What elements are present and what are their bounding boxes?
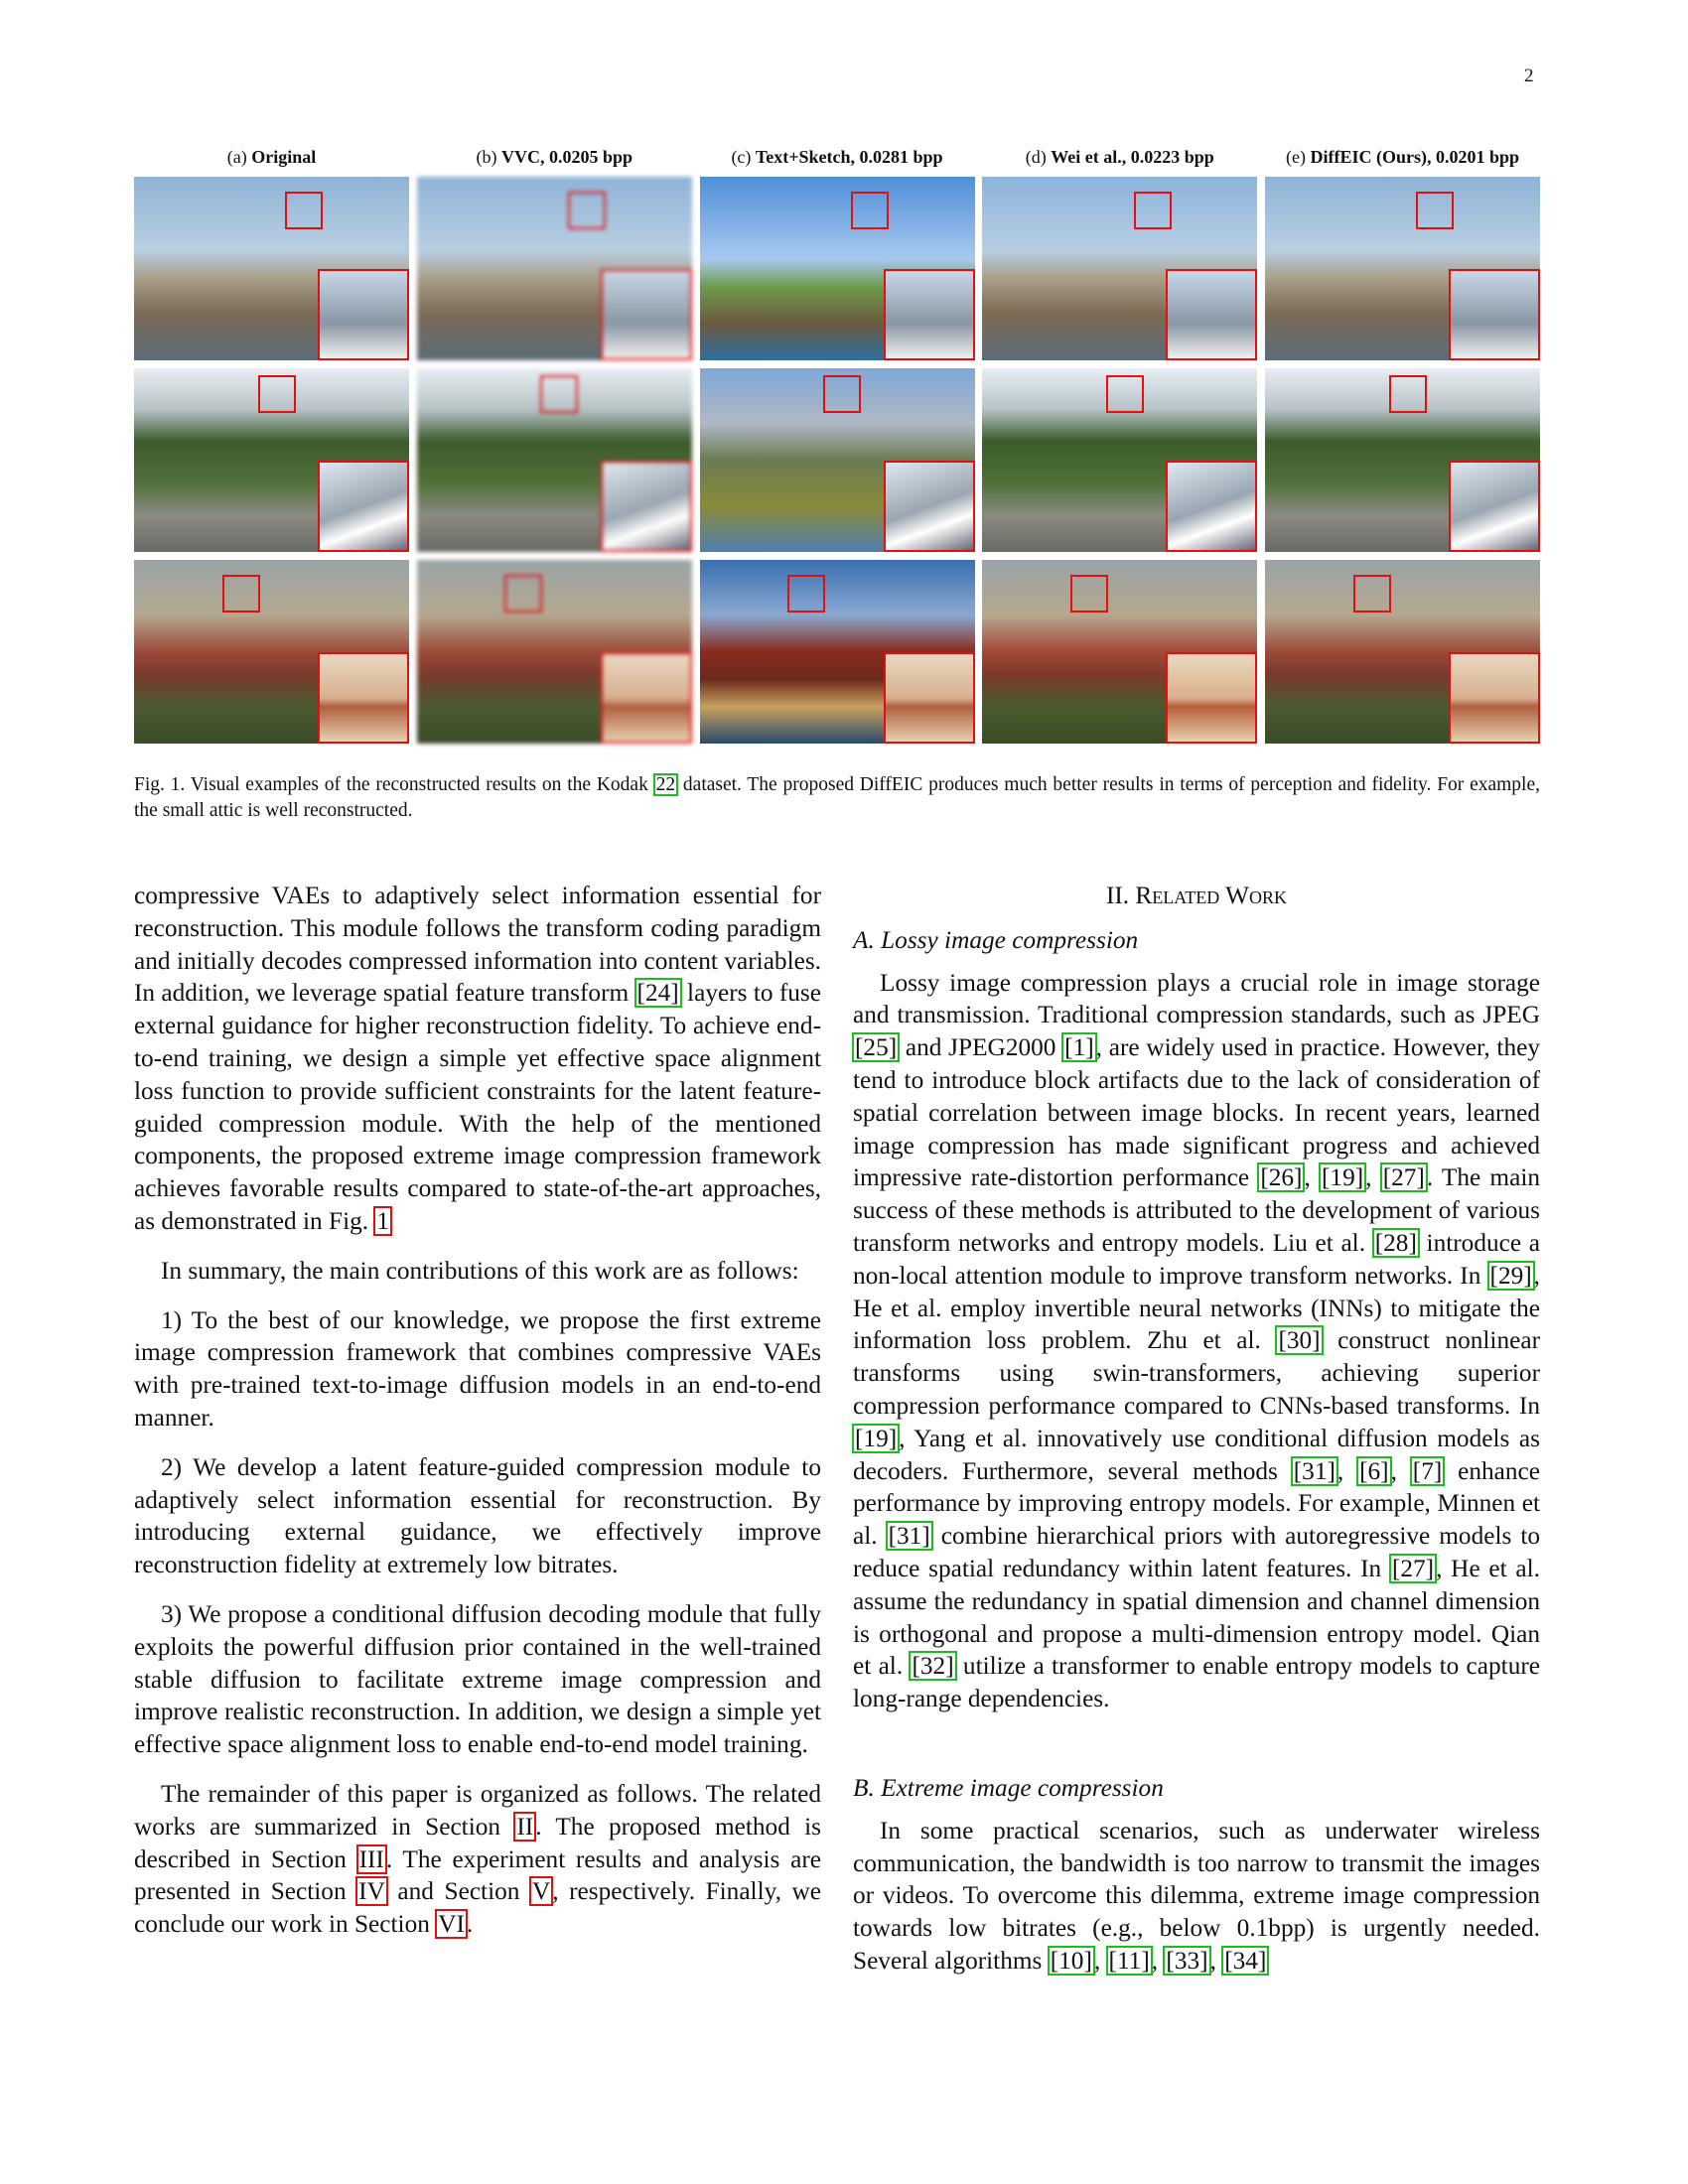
paragraph (134, 1304, 821, 1434)
text-run: combine hierarchical priors with autoregressive models to reduce spatial redundancy within latent features. In (853, 1522, 1540, 1582)
text-run: In some practical scenarios, such as underwater wireless communication, the bandwidth is too narrow to transmit the images or videos. To overcome this dilemma, extreme image compression towards low bitrates (e.g., below 0.1bpp) is urgently needed. Several algorithms (853, 1816, 1540, 1975)
reconstructed-image-red-barn (982, 560, 1257, 744)
subfigure-letter: (e) (1285, 147, 1311, 167)
text-run: introduce a non-local attention module to improve transform networks. In (853, 1228, 1540, 1290)
reconstructed-image-lighthouse (700, 177, 975, 360)
cross-reference-link[interactable]: V (531, 1877, 551, 1906)
figure-column-headers (134, 147, 1540, 177)
citation-link[interactable]: [28] (1374, 1228, 1417, 1257)
subfigure-letter: (c) (731, 147, 756, 167)
text-run: Lossy image compression plays a crucial role in image storage and transmission. Traditional compression standards, such as JPEG (853, 968, 1540, 1029)
citation-link[interactable]: [1] (1064, 1033, 1094, 1062)
reconstructed-image-lighthouse (1265, 177, 1540, 360)
citation-link[interactable]: [27] (1391, 1554, 1435, 1582)
citation-link[interactable]: [7] (1412, 1456, 1443, 1485)
reconstructed-image-red-barn (700, 560, 975, 744)
reconstructed-image-mountain-river (417, 368, 692, 552)
citation-link[interactable]: [25] (855, 1033, 898, 1062)
text-run: layers to fuse external guidance for higher reconstruction fidelity. To achieve end-to-end training, we design a simple yet effective space alignment loss function to provide sufficient constraints for the latent feature-guided compression module. With the help of the mentioned components, the proposed extreme image compression framework achieves favorable results compared to state-of-the-art approaches, as demonstrated in Fig. (134, 979, 821, 1235)
column-header (417, 147, 692, 177)
reconstructed-image-red-barn (134, 560, 409, 744)
zoom-region-box (1134, 192, 1172, 229)
text-run: , (1390, 1456, 1411, 1485)
text-run: , are widely used in practice. However, they tend to introduce block artifacts due to the lack of consideration of spatial correlation between image blocks. In recent years, learned image compression has made significant progress and achieved impressive rate-distortion performance (853, 1033, 1540, 1192)
paragraph (134, 880, 821, 1238)
figure-image-grid (134, 177, 1540, 744)
figure-1 (134, 147, 1540, 744)
zoom-region-box (504, 575, 542, 613)
text-run: , Yang et al. innovatively use conditional diffusion models as decoders. Furthermore, several methods (853, 1424, 1540, 1485)
zoom-region-box (285, 192, 323, 229)
citation-link[interactable]: [11] (1108, 1946, 1150, 1975)
zoomed-inset (1449, 269, 1540, 360)
reconstructed-image-lighthouse (134, 177, 409, 360)
zoom-region-box (1416, 192, 1454, 229)
text-run: , respectively. Finally, we conclude our work in Section (134, 1877, 821, 1939)
subsection-b-title: B. Extreme image compression (853, 1773, 1164, 1802)
text-run: . The experiment results and analysis are presented in Section (134, 1844, 821, 1906)
cross-reference-link[interactable]: IV (358, 1877, 385, 1906)
text-run: enhance performance by improving entropy models. For example, Minnen et al. (853, 1456, 1540, 1551)
method-label: VVC, 0.0205 bpp (500, 147, 633, 167)
zoom-region-box (568, 192, 606, 229)
cross-reference-link[interactable]: VI (438, 1910, 465, 1939)
zoomed-inset (601, 461, 692, 552)
column-header (700, 147, 975, 177)
text-run: compressive VAEs to adaptively select information essential for reconstruction. This module follows the transform coding paradigm and initially decodes compressed information into content variables. In addition, we leverage spatial feature transform (134, 882, 821, 1008)
text-run: , He et al. assume the redundancy in spatial dimension and channel dimension is orthogonal and propose a multi-dimension entropy model. Qian et al. (853, 1554, 1541, 1681)
method-label: Text+Sketch, 0.0281 bpp (755, 147, 943, 167)
text-run: and JPEG2000 (899, 1033, 1063, 1062)
zoomed-inset (1166, 652, 1257, 744)
zoomed-inset (884, 269, 975, 360)
citation-link[interactable]: [32] (912, 1652, 954, 1681)
text-run: and Section (386, 1877, 530, 1906)
citation-link[interactable]: [33] (1166, 1946, 1208, 1975)
reconstructed-image-mountain-river (134, 368, 409, 552)
zoomed-inset (318, 269, 409, 360)
text-run: 2) We develop a latent feature-guided compression module to adaptively select information essential for reconstruction. By introducing external guidance, we effectively improve reconstruction fidelity at extremely low bitrates. (134, 1452, 821, 1579)
text-run: dataset. The proposed DiffEIC produces much better results in terms of perception and fidelity. For example, the small attic is well reconstructed. (134, 774, 1541, 821)
text-run: 3) We propose a conditional diffusion decoding module that fully exploits the powerful diffusion prior contained in the well-trained stable diffusion to facilitate extreme image compression and improve realistic reconstruction. In addition, we design a simple yet effective space alignment loss to enable end-to-end model training. (134, 1599, 821, 1759)
zoomed-inset (601, 269, 692, 360)
paragraph (134, 1451, 821, 1581)
zoom-region-box (540, 375, 578, 413)
zoomed-inset (1166, 269, 1257, 360)
zoom-region-box (1353, 575, 1391, 613)
citation-link[interactable]: [31] (1293, 1456, 1336, 1485)
zoomed-inset (318, 652, 409, 744)
paragraph (134, 1598, 821, 1761)
subfigure-letter: (b) (476, 147, 501, 167)
column-header (134, 147, 409, 177)
section-title: II. Related Work (1105, 882, 1288, 909)
zoom-region-box (222, 575, 260, 613)
zoomed-inset (601, 652, 692, 744)
subfigure-letter: (d) (1025, 147, 1052, 167)
text-run: , (1093, 1946, 1107, 1975)
paragraph (134, 1778, 821, 1941)
citation-link[interactable]: 22 (655, 774, 676, 795)
zoomed-inset (1449, 652, 1540, 744)
citation-link[interactable]: [19] (1322, 1163, 1364, 1192)
zoom-region-box (1070, 575, 1108, 613)
citation-link[interactable]: [34] (1224, 1946, 1267, 1975)
paragraph (853, 1815, 1540, 1978)
zoomed-inset (884, 652, 975, 744)
method-label: Original (251, 147, 317, 167)
text-run: , (1365, 1163, 1381, 1192)
figure-caption (134, 772, 1540, 824)
citation-link[interactable]: [30] (1278, 1326, 1321, 1355)
text-run: . The main success of these methods is attributed to the development of various transform networks and entropy models. Liu et al. (853, 1163, 1541, 1257)
text-run: , (1304, 1163, 1320, 1192)
zoomed-inset (318, 461, 409, 552)
method-label: Wei et al., 0.0223 bpp (1051, 147, 1214, 167)
reconstructed-image-lighthouse (417, 177, 692, 360)
text-run: , (1336, 1456, 1358, 1485)
text-run: , (1209, 1946, 1223, 1975)
zoomed-inset (1166, 461, 1257, 552)
zoomed-inset (884, 461, 975, 552)
text-run: 1) To the best of our knowledge, we propose the first extreme image compression framework that combines compressive VAEs with pre-trained text-to-image diffusion models in an end-to-end manner. (134, 1305, 821, 1432)
citation-link[interactable]: [19] (855, 1424, 898, 1452)
reconstructed-image-lighthouse (982, 177, 1257, 360)
text-run: In summary, the main contributions of this work are as follows: (161, 1256, 799, 1285)
text-run: construct nonlinear transforms using swin-transformers, achieving superior compression performance compared to CNNs-based transforms. In (853, 1326, 1540, 1420)
text-run: . The proposed method is described in Section (134, 1812, 822, 1873)
zoom-region-box (1389, 375, 1427, 413)
text-run: utilize a transformer to enable entropy models to capture long-range dependencies. (853, 1652, 1540, 1713)
right-column (853, 880, 1540, 1994)
citation-link[interactable]: [31] (888, 1522, 930, 1551)
left-column (134, 880, 821, 1958)
text-run: The remainder of this paper is organized as follows. The related works are summarized in Section (134, 1779, 821, 1841)
text-run: , (1151, 1946, 1165, 1975)
cross-reference-link[interactable]: III (358, 1844, 384, 1873)
subfigure-letter: (a) (226, 147, 252, 167)
citation-link[interactable]: [26] (1260, 1163, 1303, 1192)
citation-link[interactable]: [24] (636, 979, 679, 1008)
subsection-a-title: A. Lossy image compression (853, 925, 1139, 954)
cross-reference-link[interactable]: 1 (376, 1206, 390, 1235)
zoom-region-box (258, 375, 296, 413)
text-run: . (466, 1910, 474, 1939)
cross-reference-link[interactable]: II (516, 1812, 534, 1841)
reconstructed-image-mountain-river (700, 368, 975, 552)
zoomed-inset (1449, 461, 1540, 552)
zoom-region-box (851, 192, 889, 229)
zoom-region-box (1106, 375, 1144, 413)
paragraph (853, 967, 1540, 1715)
paragraph (134, 1255, 821, 1288)
reconstructed-image-mountain-river (982, 368, 1257, 552)
text-run: Fig. 1. Visual examples of the reconstructed results on the Kodak (134, 774, 654, 795)
method-label: DiffEIC (Ours), 0.0201 bpp (1310, 147, 1519, 167)
citation-link[interactable]: [29] (1489, 1261, 1532, 1290)
reconstructed-image-red-barn (1265, 560, 1540, 744)
page-number: 2 (1524, 66, 1534, 86)
column-header (1265, 147, 1540, 177)
reconstructed-image-mountain-river (1265, 368, 1540, 552)
zoom-region-box (823, 375, 861, 413)
zoom-region-box (787, 575, 825, 613)
citation-link[interactable]: [6] (1359, 1456, 1389, 1485)
citation-link[interactable]: [27] (1382, 1163, 1425, 1192)
text-run: , He et al. employ invertible neural networks (INNs) to mitigate the information loss problem. Zhu et al. (853, 1261, 1540, 1355)
column-header (982, 147, 1257, 177)
citation-link[interactable]: [10] (1050, 1946, 1092, 1975)
reconstructed-image-red-barn (417, 560, 692, 744)
